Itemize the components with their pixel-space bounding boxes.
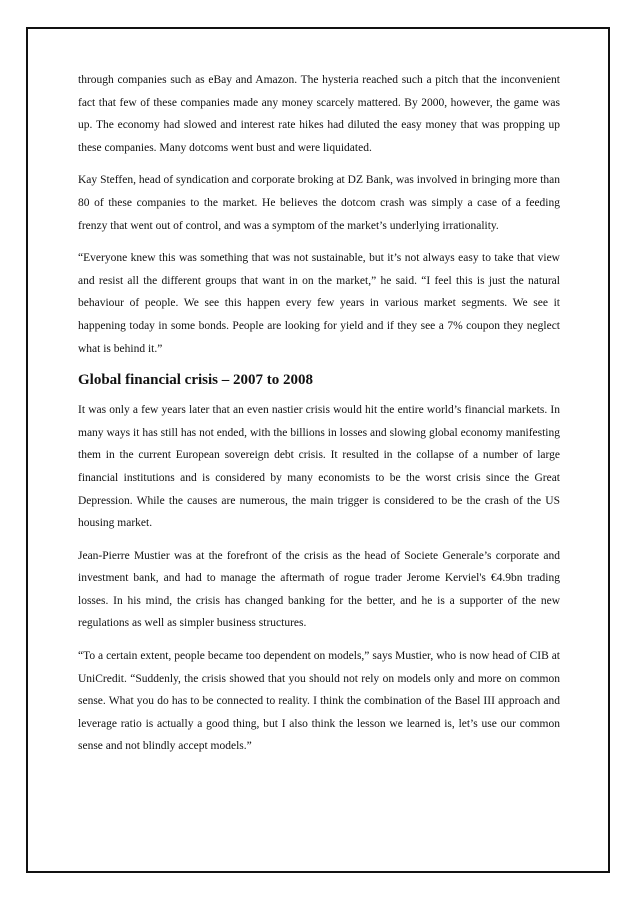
document-body <box>78 69 560 768</box>
section-heading: Global financial crisis – 2007 to 2008 <box>78 372 314 389</box>
paragraph-kay-steffen: Kay Steffen, head of syndication and corporate broking at DZ Bank, was involved in bringing more than 80 of these companies to the market. He believes the dotcom crash was simply a case of a feeding frenzy that went out of control, and was a symptom of the market’s underlying irrationality. <box>78 174 560 232</box>
paragraph-mustier-quote: “To a certain extent, people became too dependent on models,” says Mustier, who is now head of CIB at UniCredit. “Suddenly, the crisis showed that you should not rely on models only and more on common sense. What you do has to be connected to reality. I think the combination of the Basel III approach and leverage ratio is actually a good thing, but I also think the lesson we learned is, let’s use our common sense and not blindly accept models.” <box>78 650 560 753</box>
paragraph-mustier: Jean-Pierre Mustier was at the forefront of the crisis as the head of Societe Generale’s corporate and investment bank, and had to manage the aftermath of rogue trader Jerome Kerviel's €4.9bn trading losses. In his mind, the crisis has changed banking for the better, and he is a supporter of the new regulations as well as simpler business structures. <box>78 549 560 630</box>
paragraph-financial-crisis: It was only a few years later that an even nastier crisis would hit the entire world’s financial markets. In many ways it has still has not ended, with the billions in losses and slowing global economy manifesting them in the current European sovereign debt crisis. It resulted in the collapse of a number of large financial institutions and is considered by many economists to be the worst crisis since the Great Depression. While the causes are numerous, the main trigger is considered to be the crash of the US housing market. <box>78 404 560 530</box>
paragraph-steffen-quote: “Everyone knew this was something that was not sustainable, but it’s not always easy to take that view and resist all the different groups that want in on the market,” he said. “I feel this is just the natural behaviour of people. We see this happen every few years in various market segments. We see it happening today in some bonds. People are looking for yield and if they see a 7% coupon they neglect what is behind it.” <box>78 252 560 355</box>
paragraph-dotcom-context: through companies such as eBay and Amazon. The hysteria reached such a pitch that the inconvenient fact that few of these companies made any money scarcely mattered. By 2000, however, the game was up. The economy had slowed and interest rate hikes had diluted the easy money that was propping up these companies. Many dotcoms went bust and were liquidated. <box>78 74 560 154</box>
